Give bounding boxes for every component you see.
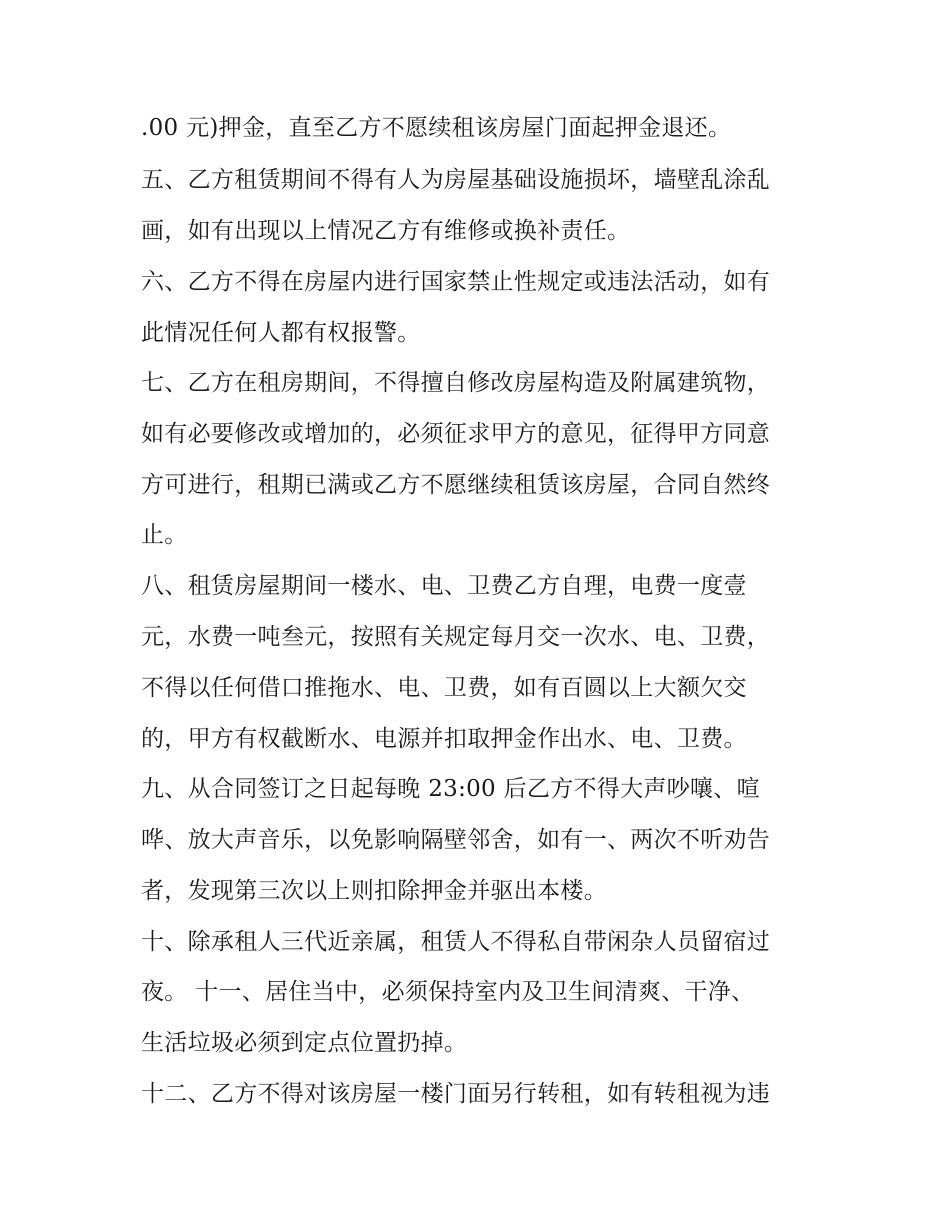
text-line: 六、乙方不得在房屋内进行国家禁止性规定或违法活动，如有 (141, 269, 771, 295)
text-line: 止。 (141, 522, 188, 548)
text-line: 七、乙方在租房期间，不得擅自修改房屋构造及附属建筑物， (141, 370, 771, 396)
text-line: 五、乙方租赁期间不得有人为房屋基础设施损坏，墙壁乱涂乱 (141, 167, 771, 193)
text-line: 如有必要修改或增加的，必须征求甲方的意见，征得甲方同意 (141, 421, 771, 447)
text-line: 九、从合同签订之日起每晚 23:00 后乙方不得大声吵嚷、喧 (141, 776, 760, 802)
text-line: 不得以任何借口推拖水、电、卫费，如有百圆以上大额欠交 (141, 675, 747, 701)
text-line: 夜。 十一、居住当中，必须保持室内及卫生间清爽、干净、 (141, 979, 755, 1005)
text-line: 生活垃圾必须到定点位置扔掉。 (141, 1030, 468, 1056)
text-line: .00 元)押金，直至乙方不愿续租该房屋门面起押金退还。 (141, 115, 732, 141)
text-line: 十二、乙方不得对该房屋一楼门面另行转租，如有转租视为违 (141, 1081, 771, 1107)
text-line: 方可进行，租期已满或乙方不愿继续租赁该房屋，合同自然终 (141, 472, 771, 498)
text-line: 此情况任何人都有权报警。 (141, 320, 421, 346)
text-line: 的，甲方有权截断水、电源并扣取押金作出水、电、卫费。 (141, 726, 747, 752)
text-line: 画，如有出现以上情况乙方有维修或换补责任。 (141, 218, 631, 244)
text-line: 元，水费一吨叁元，按照有关规定每月交一次水、电、卫费， (141, 624, 771, 650)
text-line: 者，发现第三次以上则扣除押金并驱出本楼。 (141, 878, 607, 904)
text-line: 八、租赁房屋期间一楼水、电、卫费乙方自理，电费一度壹 (141, 573, 747, 599)
text-line: 十、除承租人三代近亲属，租赁人不得私自带闲杂人员留宿过 (141, 929, 771, 955)
text-line: 哗、放大声音乐，以免影响隔壁邻舍，如有一、两次不听劝告 (141, 827, 771, 853)
